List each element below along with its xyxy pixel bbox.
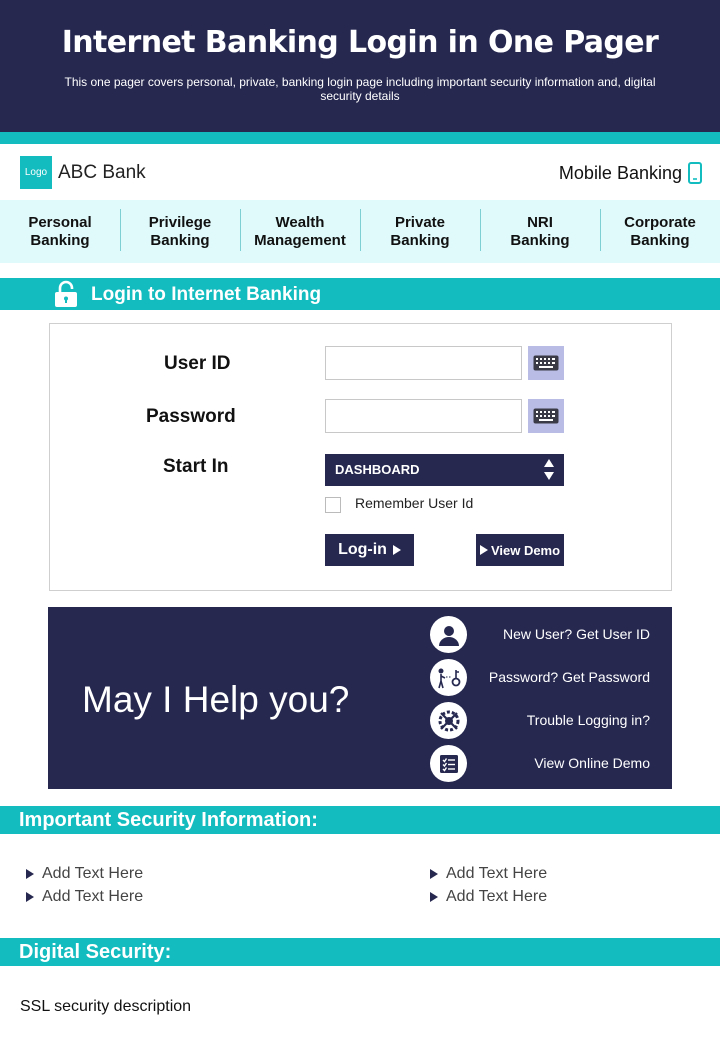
login-section-title: Login to Internet Banking	[91, 284, 322, 305]
help-item-password[interactable]	[430, 659, 650, 697]
bullet-arrow-icon	[26, 892, 34, 902]
start-in-value: DASHBOARD	[335, 462, 420, 477]
login-button[interactable]	[325, 534, 414, 566]
digital-security-title: Digital Security:	[0, 938, 720, 966]
view-demo-button[interactable]	[476, 534, 564, 566]
nav-privilege-banking[interactable]: Privilege Banking	[120, 200, 240, 263]
main-nav	[0, 200, 720, 263]
page-header	[0, 0, 720, 132]
mobile-phone-icon	[688, 162, 702, 184]
user-id-input[interactable]	[325, 346, 522, 380]
select-arrows-icon	[543, 458, 555, 482]
help-item-demo[interactable]	[430, 745, 650, 783]
security-bullet: Add Text Here	[430, 888, 547, 906]
password-input[interactable]	[325, 399, 522, 433]
bank-name: ABC Bank	[58, 162, 146, 183]
brand-bar	[0, 144, 720, 200]
security-info-title: Important Security Information:	[0, 806, 720, 834]
nav-corporate-banking[interactable]: Corporate Banking	[600, 200, 720, 263]
help-item-label: New User? Get User ID	[502, 626, 650, 642]
nav-personal-banking[interactable]: Personal Banking	[28, 213, 92, 249]
remember-user-checkbox[interactable]	[325, 497, 341, 513]
view-demo-label: View Demo	[490, 542, 561, 558]
start-in-select[interactable]	[325, 454, 564, 486]
security-bullet: Add Text Here	[26, 888, 143, 906]
help-item-label: Trouble Logging in?	[526, 712, 650, 728]
gears-icon	[430, 702, 467, 739]
ssl-description: SSL security description	[20, 998, 192, 1015]
bullet-arrow-icon	[26, 869, 34, 879]
nav-private-banking[interactable]: Private Banking	[360, 200, 480, 263]
play-arrow-icon	[480, 545, 488, 555]
page-subtitle: This one pager covers personal, private, banking login page including important security information and, digital security details	[64, 75, 656, 103]
key-icon	[430, 659, 467, 696]
page-title: Internet Banking Login in One Pager	[61, 25, 659, 60]
keyboard-icon	[533, 408, 559, 424]
nav-nri-banking[interactable]: NRI Banking	[480, 200, 600, 263]
checklist-icon	[430, 745, 467, 782]
mobile-banking-link[interactable]	[559, 162, 702, 184]
user-id-keyboard-button[interactable]	[528, 346, 564, 380]
bullet-arrow-icon	[430, 892, 438, 902]
help-title: May I Help you?	[82, 679, 350, 720]
remember-user-label: Remember User Id	[355, 495, 474, 511]
play-arrow-icon	[393, 545, 401, 555]
help-panel	[48, 607, 672, 789]
help-item-new-user[interactable]	[430, 616, 650, 654]
user-icon	[430, 616, 467, 653]
bank-logo[interactable]: Logo	[20, 156, 52, 189]
bullet-arrow-icon	[430, 869, 438, 879]
password-label: Password	[146, 406, 236, 427]
security-bullet: Add Text Here	[26, 865, 143, 883]
user-id-label: User ID	[164, 353, 231, 374]
help-item-label: Password? Get Password	[488, 669, 650, 685]
help-item-trouble[interactable]	[430, 702, 650, 740]
mobile-banking-label: Mobile Banking	[558, 162, 682, 183]
start-in-label: Start In	[163, 456, 229, 477]
header-divider	[0, 132, 720, 144]
password-keyboard-button[interactable]	[528, 399, 564, 433]
lock-icon	[54, 280, 78, 308]
nav-wealth-management[interactable]: Wealth Management	[240, 200, 360, 263]
login-form	[49, 323, 672, 591]
help-item-label: View Online Demo	[534, 755, 650, 771]
security-bullet: Add Text Here	[430, 865, 547, 883]
keyboard-icon	[533, 355, 559, 371]
login-button-label: Log-in	[338, 541, 387, 558]
login-section-bar	[0, 278, 720, 310]
